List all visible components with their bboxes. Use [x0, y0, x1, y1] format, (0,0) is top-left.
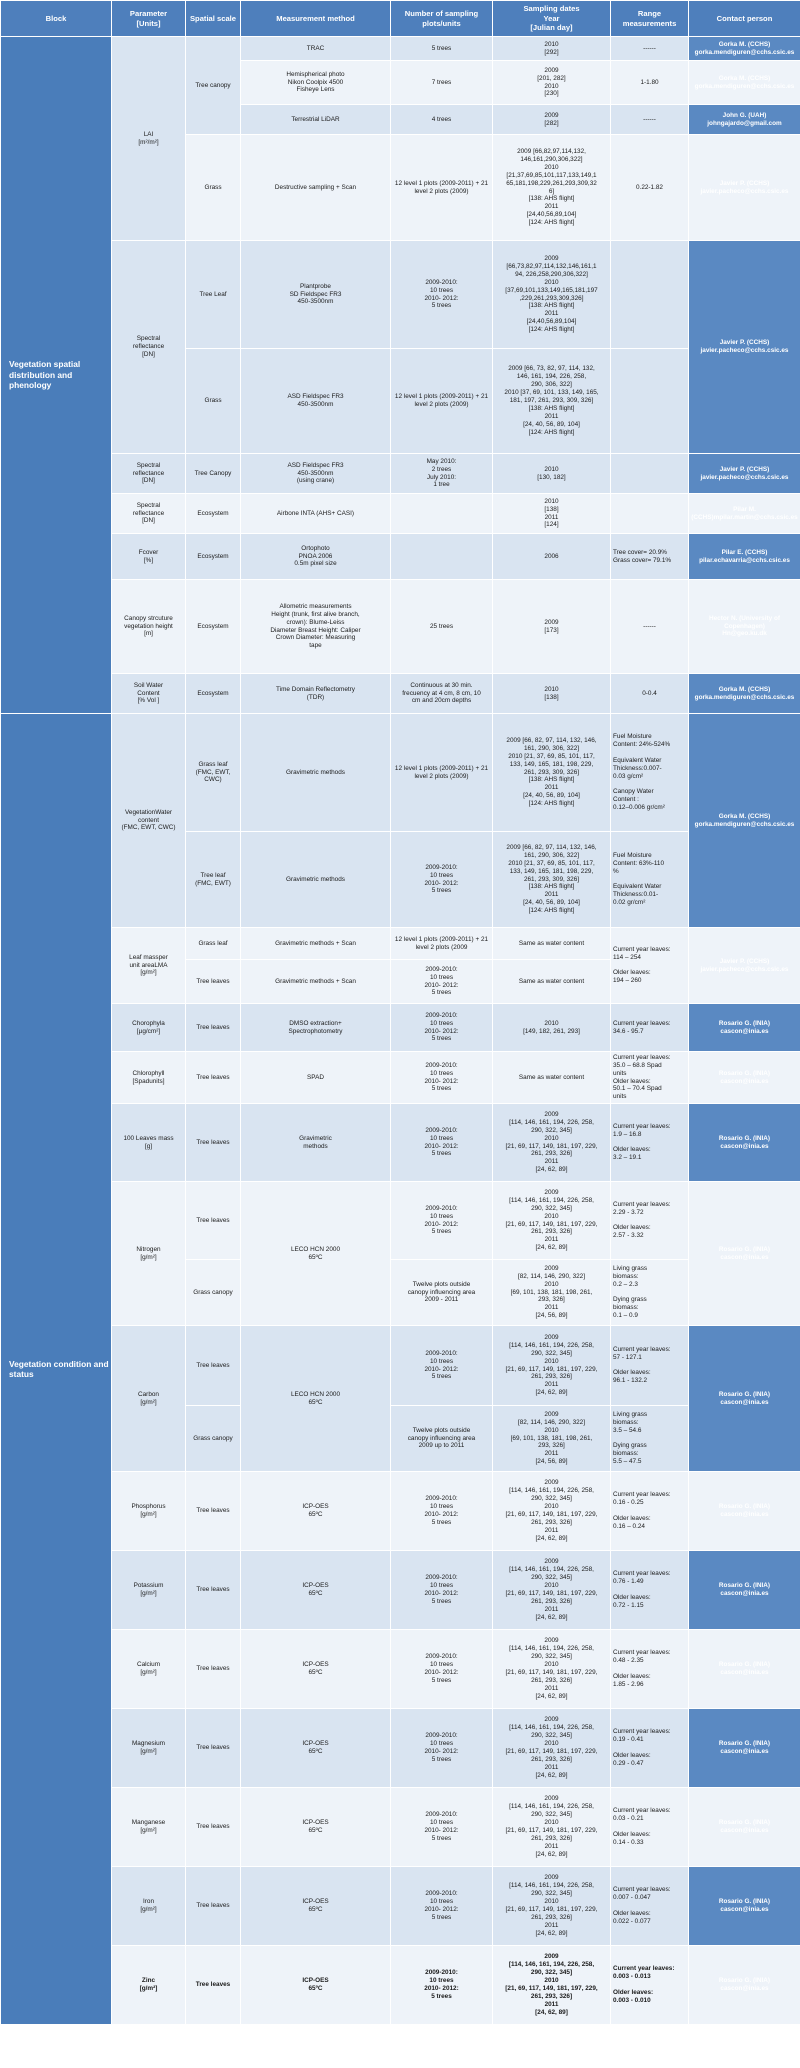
- contact-cell[interactable]: Javier P. (CCHS) javier.pacheco@cchs.csic.es: [689, 135, 800, 241]
- block-cell: Vegetation spatial distribution and phenology: [1, 37, 112, 714]
- scale-cell: Grass: [186, 349, 241, 454]
- dates-cell: 2009 [82, 114, 146, 290, 322] 2010 [69, 101, 138, 181, 198, 261, 293, 326] 2011 [24, 56, 89]: [493, 1406, 611, 1472]
- parameter-cell: Iron [g/m²]: [112, 1867, 186, 1946]
- plots-cell: 25 trees: [391, 580, 493, 674]
- contact-cell[interactable]: Rosario G. (INIA) cascon@inia.es: [689, 1472, 800, 1551]
- method-cell: Gravimetric methods: [241, 1104, 391, 1182]
- method-cell: Time Domain Reflectometry (TDR): [241, 674, 391, 714]
- plots-cell: 2009-2010: 10 trees 2010- 2012: 5 trees: [391, 1104, 493, 1182]
- range-cell: Current year leaves: 0.007 - 0.047 Older leaves: 0.022 - 0.077: [611, 1867, 689, 1946]
- parameter-cell: Carbon [g/m²]: [112, 1326, 186, 1472]
- scale-cell: Grass canopy: [186, 1260, 241, 1326]
- range-cell: Tree cover= 20.9% Grass cover= 79.1%: [611, 534, 689, 580]
- header-range[interactable]: Range measurements: [611, 1, 689, 37]
- table-row: [1, 1104, 800, 1182]
- scale-cell: Grass leaf: [186, 928, 241, 960]
- parameter-cell: Spectral reflectance [DN]: [112, 454, 186, 494]
- table-row: [1, 241, 800, 349]
- table-row: [1, 674, 800, 714]
- range-cell: Fuel Moisture Content: 24%-524% Equivalent Water Thickness:0.007- 0.03 g/cm² Canopy Water Content : 0.12–0.006 gr/cm²: [611, 714, 689, 832]
- contact-cell[interactable]: Rosario G. (INIA) cascon@inia.es: [689, 1709, 800, 1788]
- method-cell: Terrestrial LiDAR: [241, 105, 391, 135]
- range-cell: Current year leaves: 0.48 - 2.35 Older leaves: 1.85 - 2.96: [611, 1630, 689, 1709]
- scale-cell: Tree Leaf: [186, 241, 241, 349]
- scale-cell: Tree leaf (FMC, EWT): [186, 832, 241, 928]
- method-cell: Gravimetric methods: [241, 714, 391, 832]
- plots-cell: 2009-2010: 10 trees 2010- 2012: 5 trees: [391, 832, 493, 928]
- range-cell: [611, 241, 689, 349]
- table-row: [1, 1472, 800, 1551]
- table-row: [1, 1551, 800, 1630]
- plots-cell: 12 level 1 plots (2009-2011) + 21 level 2 plots (2009: [391, 928, 493, 960]
- dates-cell: 2009 [114, 146, 161, 194, 226, 258, 290, 322, 345] 2010 [21, 69, 117, 149, 181, 197, 229, 261, 293, 326] 2011 [24, 62, 89]: [493, 1326, 611, 1406]
- scale-cell: Tree leaves: [186, 1788, 241, 1867]
- dates-cell: 2009 [114, 146, 161, 194, 226, 258, 290, 322, 345] 2010 [21, 69, 117, 149, 181, 197, 229, 261, 293, 326] 2011 [24, 62, 89]: [493, 1946, 611, 2025]
- parameter-cell: Potassium [g/m²]: [112, 1551, 186, 1630]
- method-cell: ASD Fieldspec FR3 450-3500nm: [241, 349, 391, 454]
- parameter-cell: Chlorophyll [Spadunits]: [112, 1052, 186, 1104]
- parameter-cell: Manganese [g/m²]: [112, 1788, 186, 1867]
- dates-cell: 2009 [114, 146, 161, 194, 226, 258, 290, 322, 345] 2010 [21, 69, 117, 149, 181, 197, 229, 261, 293, 326] 2011 [24, 62, 89]: [493, 1788, 611, 1867]
- method-cell: ICP-OES 65ºC: [241, 1472, 391, 1551]
- block-cell: Vegetation condition and status: [1, 714, 112, 2025]
- contact-cell[interactable]: Javier P. (CCHS) javier.pacheco@cchs.csic.es: [689, 454, 800, 494]
- table-row: [1, 580, 800, 674]
- contact-cell[interactable]: Rosario G. (INIA) cascon@inia.es: [689, 1182, 800, 1326]
- dates-cell: 2009 [114, 146, 161, 194, 226, 258, 290, 322, 345] 2010 [21, 69, 117, 149, 181, 197, 229, 261, 293, 326] 2011 [24, 62, 89]: [493, 1867, 611, 1946]
- scale-cell: Tree leaves: [186, 1326, 241, 1406]
- plots-cell: 2009-2010: 10 trees 2010- 2012: 5 trees: [391, 1867, 493, 1946]
- table-row: [1, 37, 800, 61]
- dates-cell: 2009 [66, 82, 97, 114, 132, 146, 161, 290, 306, 322] 2010 [21, 37, 69, 85, 101, 117, 133, 149, 165, 181, 198, 229, 261, 293, 309, 326] [138: AHS flight] 2011 [24, 40, 56, 89, 104] [124: AHS flight]: [493, 832, 611, 928]
- plots-cell: 2009-2010: 10 trees 2010- 2012: 5 trees: [391, 1326, 493, 1406]
- parameter-cell: Phosphorus [g/m²]: [112, 1472, 186, 1551]
- range-cell: Current year leaves: 0.16 - 0.25 Older leaves: 0.16 – 0.24: [611, 1472, 689, 1551]
- range-cell: 0.22-1.82: [611, 135, 689, 241]
- dates-cell: 2010 [138] 2011 [124]: [493, 494, 611, 534]
- plots-cell: 2009-2010: 10 trees 2010- 2012: 5 trees: [391, 1709, 493, 1788]
- method-cell: ASD Fieldspec FR3 450-3500nm (using crane): [241, 454, 391, 494]
- contact-cell[interactable]: John G. (UAH) johngajardo@gmail.com: [689, 105, 800, 135]
- contact-cell[interactable]: Pilar M. (CCHS)mpilar.martin@cchs.csic.es: [689, 494, 800, 534]
- scale-cell: Tree leaves: [186, 960, 241, 1004]
- parameter-cell: Nitrogen [g/m²]: [112, 1182, 186, 1326]
- table-row: [1, 1004, 800, 1052]
- parameter-cell: Chorophyla [µg/cm²]: [112, 1004, 186, 1052]
- dates-cell: 2009 [173]: [493, 580, 611, 674]
- header-spatial-scale[interactable]: Spatial scale: [186, 1, 241, 37]
- table-row: [1, 1182, 800, 1260]
- plots-cell: 7 trees: [391, 61, 493, 105]
- contact-cell[interactable]: Gorka M. (CCHS) gorka.mendiguren@cchs.csic.es: [689, 674, 800, 714]
- dates-cell: 2009 [66, 82, 97, 114, 132, 146, 161, 290, 306, 322] 2010 [21, 37, 69, 85, 101, 117, 133, 149, 165, 181, 198, 229, 261, 293, 309, 326] [138: AHS flight] 2011 [24, 40, 56, 89, 104] [124: AHS flight]: [493, 714, 611, 832]
- contact-cell[interactable]: Rosario G. (INIA) cascon@inia.es: [689, 1326, 800, 1472]
- plots-cell: [391, 494, 493, 534]
- scale-cell: Tree leaves: [186, 1709, 241, 1788]
- table-row: [1, 1946, 800, 2025]
- method-cell: ICP-OES 65ºC: [241, 1630, 391, 1709]
- dates-cell: 2009 [114, 146, 161, 194, 226, 258, 290, 322, 345] 2010 [21, 69, 117, 149, 181, 197, 229, 261, 293, 326] 2011 [24, 62, 89]: [493, 1472, 611, 1551]
- method-cell: SPAD: [241, 1052, 391, 1104]
- range-cell: Current year leaves: 0.76 - 1.49 Older leaves: 0.72 - 1.15: [611, 1551, 689, 1630]
- contact-cell[interactable]: Javier P. (CCHS) javier.pacheco@cchs.csic.es: [689, 241, 800, 454]
- scale-cell: Tree leaves: [186, 1004, 241, 1052]
- method-cell: Gravimetric methods: [241, 832, 391, 928]
- parameter-cell: Fcover [%]: [112, 534, 186, 580]
- dates-cell: 2009 [82, 114, 146, 290, 322] 2010 [69, 101, 138, 181, 198, 261, 293, 326] 2011 [24, 56, 89]: [493, 1260, 611, 1326]
- scale-cell: Ecosystem: [186, 580, 241, 674]
- method-cell: Allometric measurements Height (trunk, first alive branch, crown): Blume-Leiss Diameter Breast Height: Caliper Crown Diameter: Measuring tape: [241, 580, 391, 674]
- dates-cell: 2009 [114, 146, 161, 194, 226, 258, 290, 322, 345] 2010 [21, 69, 117, 149, 181, 197, 229, 261, 293, 326] 2011 [24, 62, 89]: [493, 1182, 611, 1260]
- dates-cell: 2009 [201, 282] 2010 [230]: [493, 61, 611, 105]
- range-cell: Current year leaves: 0.19 - 0.41 Older leaves: 0.29 - 0.47: [611, 1709, 689, 1788]
- dates-cell: Same as water content: [493, 1052, 611, 1104]
- method-cell: LECO HCN 2000 65ºC: [241, 1182, 391, 1326]
- scale-cell: Tree leaves: [186, 1630, 241, 1709]
- scale-cell: Ecosystem: [186, 674, 241, 714]
- method-cell: ICP-OES 65ºC: [241, 1867, 391, 1946]
- plots-cell: May 2010: 2 trees July 2010: 1 tree: [391, 454, 493, 494]
- plots-cell: 2009-2010: 10 trees 2010- 2012: 5 trees: [391, 1004, 493, 1052]
- plots-cell: 2009-2010: 10 trees 2010- 2012: 5 trees: [391, 1788, 493, 1867]
- scale-cell: Tree leaves: [186, 1472, 241, 1551]
- table-row: [1, 1788, 800, 1867]
- dates-cell: Same as water content: [493, 928, 611, 960]
- contact-cell[interactable]: Javier P. (CCHS) javier.pacheco@cchs.csic.es: [689, 928, 800, 1004]
- plots-cell: 2009-2010: 10 trees 2010- 2012: 5 trees: [391, 1630, 493, 1709]
- table-row: [1, 494, 800, 534]
- contact-cell[interactable]: Rosario G. (INIA) cascon@inia.es: [689, 1551, 800, 1630]
- plots-cell: Twelve plots outside canopy influencing area 2009 - 2011: [391, 1260, 493, 1326]
- method-cell: Destructive sampling + Scan: [241, 135, 391, 241]
- method-cell: Gravimetric methods + Scan: [241, 960, 391, 1004]
- dates-cell: 2010 [138]: [493, 674, 611, 714]
- method-cell: DMSO extraction+ Spectrophotometry: [241, 1004, 391, 1052]
- contact-cell[interactable]: Gorka M. (CCHS) gorka.mendiguren@cchs.csic.es: [689, 37, 800, 61]
- range-cell: Current year leaves: 35.0 – 68.8 Spad units Older leaves: 50.1 – 70.4 Spad units: [611, 1052, 689, 1104]
- header-row: [1, 1, 800, 37]
- contact-cell[interactable]: Rosario G. (INIA) cascon@inia.es: [689, 1052, 800, 1104]
- range-cell: [611, 454, 689, 494]
- dates-cell: 2010 [130, 182]: [493, 454, 611, 494]
- dates-cell: 2009 [66,73,82,97,114,132,146,161,1 94, 226,258,290,306,322] 2010 [37,69,101,133,149,165,181,197 ,229,261,293,309,326] [138: AHS flight] 2011 [24,40,56,89,104] [124: AHS flight]: [493, 241, 611, 349]
- method-cell: Ortophoto PNOA 2006 0.5m pixel size: [241, 534, 391, 580]
- parameter-cell: Zinc [g/m²]: [112, 1946, 186, 2025]
- contact-cell[interactable]: Rosario G. (INIA) cascon@inia.es: [689, 1867, 800, 1946]
- header-contact[interactable]: Contact person: [689, 1, 800, 37]
- range-cell: Current year leaves: 114 – 254 Older leaves: 194 – 260: [611, 928, 689, 1004]
- range-cell: Current year leaves: 0.03 - 0.21 Older leaves: 0.14 - 0.33: [611, 1788, 689, 1867]
- range-cell: 1-1.80: [611, 61, 689, 105]
- header-sampling-plots[interactable]: Number of sampling plots/units: [391, 1, 493, 37]
- dates-cell: 2009 [66,82,97,114,132, 146,161,290,306,322] 2010 [21,37,69,85,101,117,133,149,1 65,181,198,229,261,293,309,32 6] [138: AHS flight] 2011 [24,40,56,89,104] [124: AHS flight]: [493, 135, 611, 241]
- range-cell: Current year leaves: 1.9 – 16.8 Older leaves: 3.2 – 19.1: [611, 1104, 689, 1182]
- range-cell: Current year leaves: 0.003 - 0.013 Older leaves: 0.003 - 0.010: [611, 1946, 689, 2025]
- header-block[interactable]: Block: [1, 1, 112, 37]
- plots-cell: 2009-2010: 10 trees 2010- 2012: 5 trees: [391, 960, 493, 1004]
- table-row: [1, 1630, 800, 1709]
- parameter-cell: Spectral reflectance [DN]: [112, 494, 186, 534]
- range-cell: ------: [611, 580, 689, 674]
- parameter-cell: Magnesium [g/m²]: [112, 1709, 186, 1788]
- plots-cell: Continuous at 30 min. frecuency at 4 cm, 8 cm, 10 cm and 20cm depths: [391, 674, 493, 714]
- range-cell: Living grass biomass: 0.2 – 2.3 Dying grass biomass: 0.1 – 0.9: [611, 1260, 689, 1326]
- plots-cell: 2009-2010: 10 trees 2010- 2012: 5 trees: [391, 241, 493, 349]
- range-cell: [611, 494, 689, 534]
- method-cell: ICP-OES 65ºC: [241, 1709, 391, 1788]
- dates-cell: Same as water content: [493, 960, 611, 1004]
- method-cell: TRAC: [241, 37, 391, 61]
- range-cell: 0-0.4: [611, 674, 689, 714]
- plots-cell: Twelve plots outside canopy influencing area 2009 up to 2011: [391, 1406, 493, 1472]
- range-cell: Fuel Moisture Content: 63%-110 % Equivalent Water Thickness:0.01- 0.02 gr/cm²: [611, 832, 689, 928]
- plots-cell: 2009-2010: 10 trees 2010- 2012: 5 trees: [391, 1182, 493, 1260]
- header-parameter[interactable]: Parameter [Units]: [112, 1, 186, 37]
- contact-cell[interactable]: Rosario G. (INIA) cascon@inia.es: [689, 1104, 800, 1182]
- range-cell: ------: [611, 37, 689, 61]
- scale-cell: Tree leaves: [186, 1104, 241, 1182]
- contact-cell[interactable]: Rosario G. (INIA) cascon@inia.es: [689, 1004, 800, 1052]
- parameter-cell: Leaf massper unit areaLMA [g/m²]: [112, 928, 186, 1004]
- table-row: [1, 1867, 800, 1946]
- table-row: [1, 714, 800, 832]
- table-row: [1, 1326, 800, 1406]
- dates-cell: 2006: [493, 534, 611, 580]
- table-row: [1, 1052, 800, 1104]
- dates-cell: 2009 [66, 73, 82, 97, 114, 132, 146, 161, 194, 226, 258, 290, 306, 322] 2010 [37, 69, 101, 133, 149, 165, 181, 197, 261, 293, 309, 326] [138: AHS flight] 2011 [24, 40, 56, 89, 104] [124: AHS flight]: [493, 349, 611, 454]
- method-cell: Plantprobe SD Fieldspec FR3 450-3500nm: [241, 241, 391, 349]
- range-cell: [611, 349, 689, 454]
- range-cell: ------: [611, 105, 689, 135]
- contact-cell[interactable]: Pilar E. (CCHS) pilar.echavarria@cchs.csic.es: [689, 534, 800, 580]
- scale-cell: Tree leaves: [186, 1867, 241, 1946]
- plots-cell: 2009-2010: 10 trees 2010- 2012: 5 trees: [391, 1052, 493, 1104]
- dates-cell: 2010 [149, 182, 261, 293]: [493, 1004, 611, 1052]
- plots-cell: 4 trees: [391, 105, 493, 135]
- plots-cell: 5 trees: [391, 37, 493, 61]
- scale-cell: Grass canopy: [186, 1406, 241, 1472]
- method-cell: Hemispherical photo Nikon Coolpix 4500 Fisheye Lens: [241, 61, 391, 105]
- parameter-cell: Spectral reflectance [DN]: [112, 241, 186, 454]
- header-sampling-dates[interactable]: Sampling dates Year [Julian day]: [493, 1, 611, 37]
- contact-cell[interactable]: Rosario G. (INIA) cascon@inia.es: [689, 1788, 800, 1867]
- contact-cell[interactable]: Rosario G. (INIA) cascon@inia.es: [689, 1630, 800, 1709]
- plots-cell: 12 level 1 plots (2009-2011) + 21 level 2 plots (2009): [391, 714, 493, 832]
- parameter-cell: LAI [m²/m²]: [112, 37, 186, 241]
- method-cell: ICP-OES 65ºC: [241, 1551, 391, 1630]
- range-cell: Living grass biomass: 3.5 – 54.6 Dying grass biomass: 5.5 – 47.5: [611, 1406, 689, 1472]
- plots-cell: 2009-2010: 10 trees 2010- 2012: 5 trees: [391, 1472, 493, 1551]
- parameter-cell: Calcium [g/m²]: [112, 1630, 186, 1709]
- scale-cell: Tree leaves: [186, 1182, 241, 1260]
- scale-cell: Tree leaves: [186, 1052, 241, 1104]
- parameter-cell: Soil Water Content [% Vol ]: [112, 674, 186, 714]
- table-row: [1, 454, 800, 494]
- dates-cell: 2009 [114, 146, 161, 194, 226, 258, 290, 322, 345] 2010 [21, 69, 117, 149, 181, 197, 229, 261, 293, 326] 2011 [24, 62, 89]: [493, 1551, 611, 1630]
- range-cell: Current year leaves: 57 - 127.1 Older leaves: 96.1 - 132.2: [611, 1326, 689, 1406]
- scale-cell: Ecosystem: [186, 494, 241, 534]
- method-cell: ICP-OES 65ºC: [241, 1788, 391, 1867]
- table-row: [1, 534, 800, 580]
- scale-cell: Tree leaves: [186, 1946, 241, 2025]
- scale-cell: Tree Canopy: [186, 454, 241, 494]
- scale-cell: Grass leaf (FMC, EWT, CWC): [186, 714, 241, 832]
- parameter-cell: 100 Leaves mass [g]: [112, 1104, 186, 1182]
- contact-cell[interactable]: Hector N. (University of Copenhagen) Hn@geo.ku.dk: [689, 580, 800, 674]
- range-cell: Current year leaves: 2.29 - 3.72 Older leaves: 2.57 - 3.32: [611, 1182, 689, 1260]
- plots-cell: 12 level 1 plots (2009-2011) + 21 level 2 plots (2009): [391, 349, 493, 454]
- plots-cell: 12 level 1 plots (2009-2011) + 21 level 2 plots (2009): [391, 135, 493, 241]
- table-row: [1, 928, 800, 960]
- scale-cell: Tree canopy: [186, 37, 241, 135]
- scale-cell: Tree leaves: [186, 1551, 241, 1630]
- plots-cell: [391, 534, 493, 580]
- header-measurement-method[interactable]: Measurement method: [241, 1, 391, 37]
- parameter-cell: Canopy strcuture vegetation height [m]: [112, 580, 186, 674]
- range-cell: Current year leaves: 34.6 - 95.7: [611, 1004, 689, 1052]
- method-cell: ICP-OES 65ºC: [241, 1946, 391, 2025]
- method-cell: LECO HCN 2000 65ºC: [241, 1326, 391, 1472]
- method-cell: Gravimetric methods + Scan: [241, 928, 391, 960]
- contact-cell[interactable]: Rosario G. (INIA) cascon@inia.es: [689, 1946, 800, 2025]
- scale-cell: Grass: [186, 135, 241, 241]
- plots-cell: 2009-2010: 10 trees 2010- 2012: 5 trees: [391, 1946, 493, 2025]
- dates-cell: 2009 [114, 146, 161, 194, 226, 258, 290, 322, 345] 2010 [21, 69, 117, 149, 181, 197, 229, 261, 293, 326] 2011 [24, 62, 89]: [493, 1104, 611, 1182]
- contact-cell[interactable]: Gorka M. (CCHS) gorka.mendiguren@cchs.csic.es: [689, 714, 800, 928]
- dates-cell: 2009 [114, 146, 161, 194, 226, 258, 290, 322, 345] 2010 [21, 69, 117, 149, 181, 197, 229, 261, 293, 326] 2011 [24, 62, 89]: [493, 1630, 611, 1709]
- scale-cell: Ecosystem: [186, 534, 241, 580]
- dates-cell: 2010 [292]: [493, 37, 611, 61]
- parameter-cell: VegetationWater content (FMC, EWT, CWC): [112, 714, 186, 928]
- plots-cell: 2009-2010: 10 trees 2010- 2012: 5 trees: [391, 1551, 493, 1630]
- dates-cell: 2009 [114, 146, 161, 194, 226, 258, 290, 322, 345] 2010 [21, 69, 117, 149, 181, 197, 229, 261, 293, 326] 2011 [24, 62, 89]: [493, 1709, 611, 1788]
- table-row: [1, 1709, 800, 1788]
- contact-cell[interactable]: Gorka M. (CCHS) gorka.mendiguren@cchs.csic.es: [689, 61, 800, 105]
- dates-cell: 2009 [282]: [493, 105, 611, 135]
- method-cell: Airbone INTA (AHS+ CASI): [241, 494, 391, 534]
